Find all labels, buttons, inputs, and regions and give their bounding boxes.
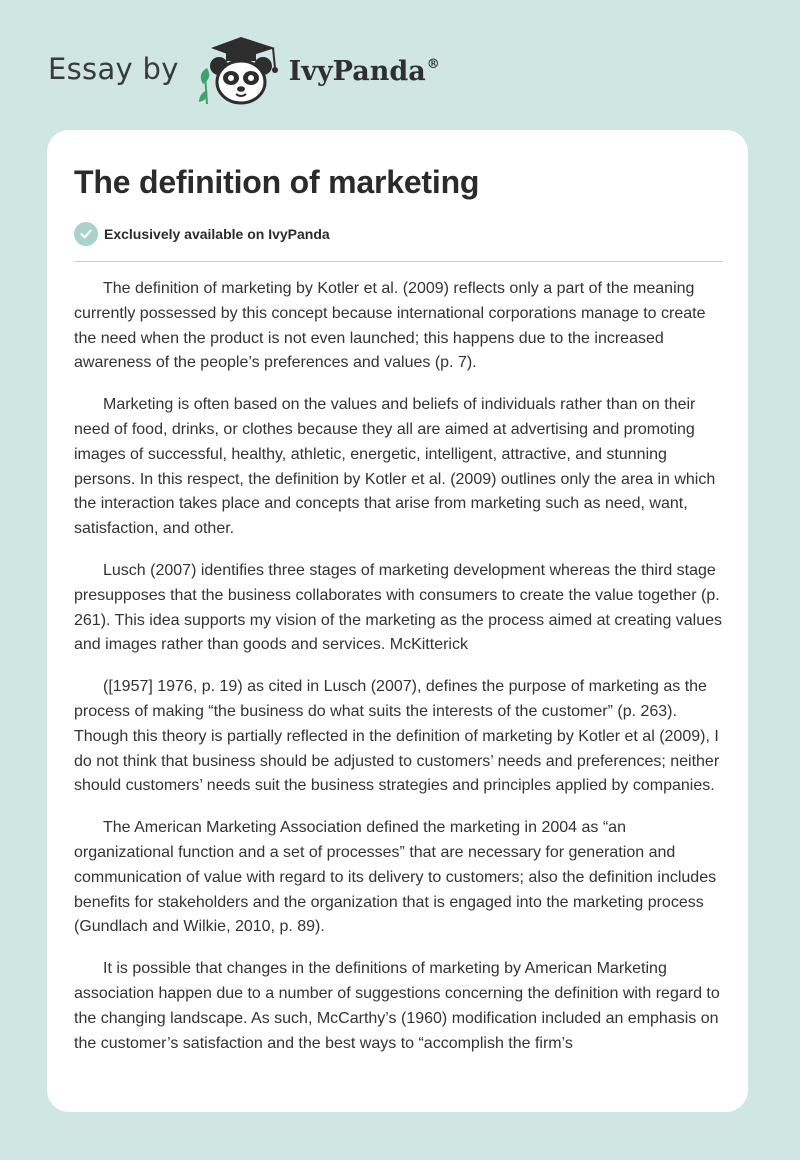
panda-logo-icon	[193, 34, 285, 106]
brand-name: IvyPanda®	[288, 55, 440, 87]
checkmark-circle-icon	[74, 222, 98, 246]
paragraph: Marketing is often based on the values and beliefs of individuals rather than on their need of food, drinks, or clothes because they all are aimed at advertising and promoting images of successful, healthy, athletic, energetic, intelligent, attractive, and stunning persons. In this respect, the definition by Kotler et al. (2009) outlines only the area in which the interaction takes place and concepts that arise from marketing such as need, want, satisfaction, and other.	[74, 396, 716, 538]
essay-by-label: Essay by	[48, 52, 179, 86]
page-title: The definition of marketing	[74, 164, 480, 200]
paragraph: The American Marketing Association defined the marketing in 2004 as “an organizational function and a set of processes” that are necessary for generation and communication of value with regard to its delivery to customers; also the definition includes benefits for stakeholders and the organization that is engaged into the marketing process (Gundlach and Wilkie, 2010, p. 89).	[74, 819, 717, 936]
paragraph: Lusch (2007) identifies three stages of marketing development whereas the third stage presupposes that the business collaborates with consumers to create the value together (p. 261). This idea supports my vision of the marketing as the process aimed at creating values and images rather than goods and services. McKitterick	[74, 561, 723, 654]
essay-body	[74, 277, 726, 1073]
paragraph: It is possible that changes in the definitions of marketing by American Marketing association happen due to a number of suggestions concerning the definition with regard to the changing landscape. As such, McCarthy’s (1960) modification included an emphasis on the customer’s satisfaction and the best ways to “accomplish the firm’s	[74, 960, 720, 1052]
exclusive-badge	[74, 222, 330, 246]
site-header	[48, 34, 440, 106]
exclusive-badge-label: Exclusively available on IvyPanda	[104, 226, 330, 242]
essay-card	[47, 130, 748, 1112]
divider	[74, 261, 723, 262]
paragraph: The definition of marketing by Kotler et al. (2009) reflects only a part of the meaning currently possessed by this concept because international corporations manage to create the need when the product is not even launched; this happens due to the increased awareness of the people’s preferences and values (p. 7).	[74, 280, 706, 372]
paragraph: ([1957] 1976, p. 19) as cited in Lusch (2007), defines the purpose of marketing as the process of making “the business do what suits the interests of the customer” (p. 263). Though this theory is partially reflected in the definition of marketing by Kotler et al (2009), I do not think that business should be adjusted to customers’ needs and preferences; neither should customers’ needs suit the business strategies and principles applied by companies.	[74, 678, 720, 795]
